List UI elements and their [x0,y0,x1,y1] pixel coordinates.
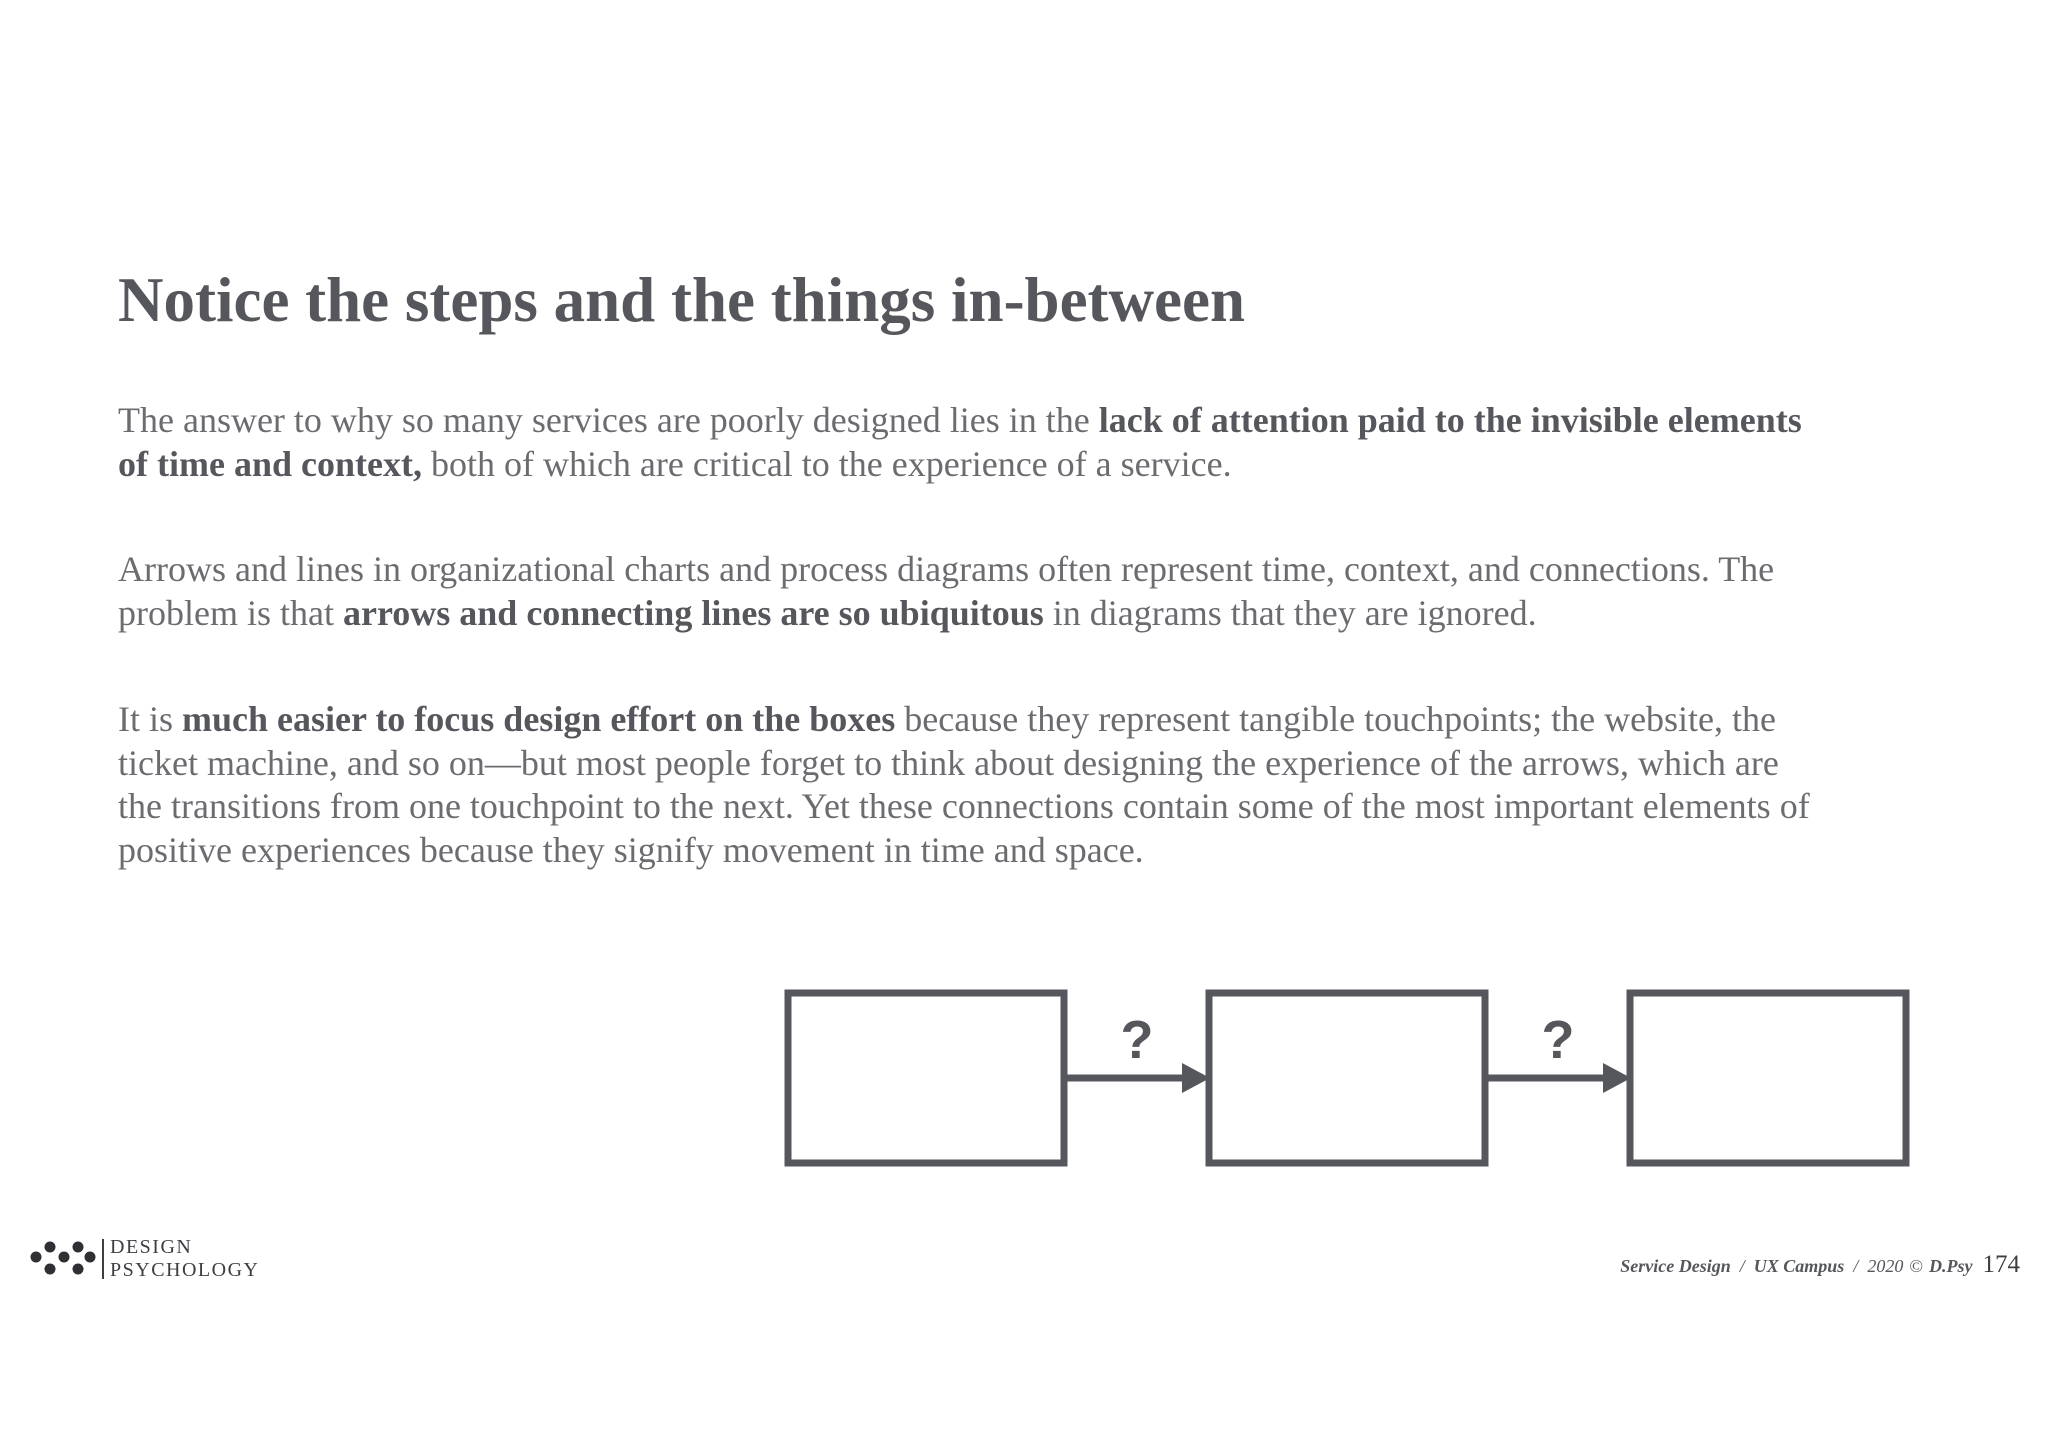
page-number: 174 [1982,1251,2020,1278]
footer-separator: / [1739,1256,1745,1276]
design-psychology-logo [28,1235,278,1285]
touchpoint-box-2 [1209,993,1485,1163]
paragraph-emphasis: arrows and connecting lines are so ubiquitous [342,592,1044,633]
paragraph-text: Arrows and lines in organizational charts and process diagrams often represent time, context, and connections. The problem is that [118,549,1775,633]
footer-campus: UX Campus [1753,1256,1845,1276]
touchpoint-box-3 [1630,993,1906,1163]
paragraph-text: It is [118,699,183,739]
logo-dots-icon [28,1235,96,1281]
footer-copyright: © [1909,1256,1923,1276]
footer-year: 2020 [1867,1256,1904,1276]
paragraph-text: because they represent tangible touchpoints; the website, the ticket machine, and so on—but most people forget to think about designing the experience of the arrows, which are the transitions from one touchpoint to the next. Yet these connections contain some of the most important elements of positive experiences because they signify movement in time and space. [118,699,1810,870]
paragraph-text: The answer to why so many services are poorly designed lies in the [118,400,1099,440]
footer-author: D.Psy [1929,1256,1973,1276]
touchpoint-box-1 [788,993,1064,1163]
logo-divider [102,1239,104,1279]
transition-question-mark-1: ? [1120,1010,1154,1070]
footer-separator: / [1853,1256,1859,1276]
slide-title: Notice the steps and the things in-between [118,265,1245,335]
paragraph-emphasis: much easier to focus design effort on the boxes [182,699,896,739]
paragraph-emphasis: lack of attention paid to the invisible elements of time and context, [118,400,1802,484]
page-footer [1620,1250,2020,1281]
footer-course: Service Design [1620,1256,1731,1276]
paragraph-text: both of which are critical to the experience of a service. [421,443,1232,484]
logo-text-design: DESIGN [110,1236,193,1258]
transition-question-mark-2: ? [1541,1010,1575,1070]
paragraph-text: in diagrams that they are ignored. [1043,592,1537,633]
logo-text-psychology: PSYCHOLOGY [110,1259,260,1281]
